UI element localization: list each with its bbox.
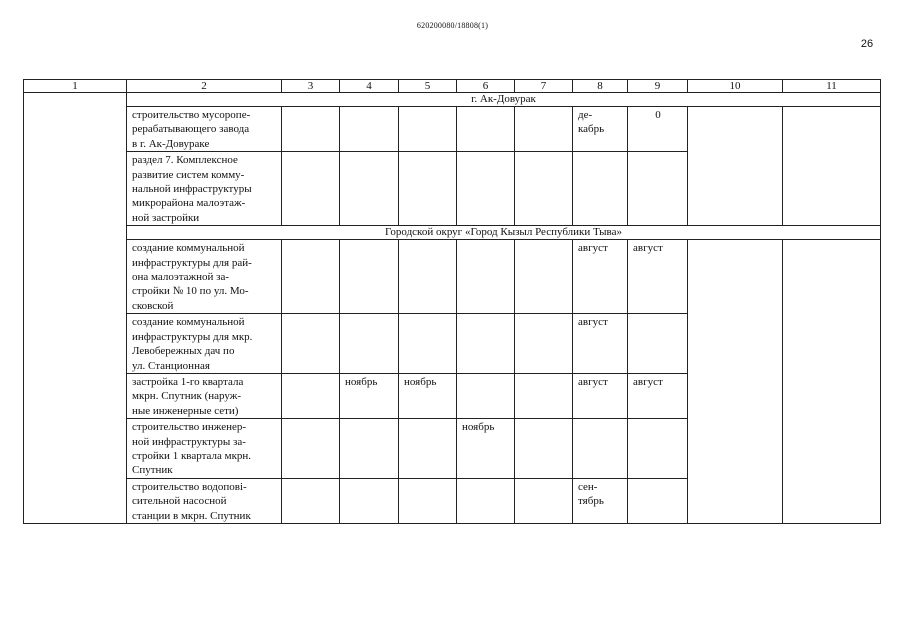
- column-header: 1: [24, 80, 127, 93]
- column-header: 11: [783, 80, 881, 93]
- cell-col9: 0: [628, 107, 688, 152]
- cell-col10: [688, 240, 783, 524]
- section-title: Городской округ «Город Кызыл Республики Тыва»: [127, 226, 881, 240]
- item-name: застройка 1-го квартала мкрн. Спутник (наруж- ные инженерные сети): [127, 373, 282, 418]
- cell-col6: ноябрь: [457, 419, 515, 479]
- cell-col10: [688, 107, 783, 226]
- cell-col11: [783, 240, 881, 524]
- cell-col8: де- кабрь: [573, 107, 628, 152]
- column-header: 8: [573, 80, 628, 93]
- section-row: [24, 226, 881, 240]
- cell-col11: [783, 107, 881, 226]
- section-title: г. Ак-Довурак: [127, 93, 881, 107]
- column-header: 5: [399, 80, 457, 93]
- column-number-row: [24, 80, 881, 93]
- item-name: строительство водопові- сительной насосной станции в мкрн. Спутник: [127, 478, 282, 523]
- section-row: [24, 93, 881, 107]
- item-name: создание коммунальной инфраструктуры для мкр. Левобережных дач по ул. Станционная: [127, 314, 282, 374]
- cell-col5: ноябрь: [399, 373, 457, 418]
- column-header: 10: [688, 80, 783, 93]
- page-number: 26: [860, 38, 874, 50]
- cell-col8: август: [573, 314, 628, 374]
- cell-col4: ноябрь: [340, 373, 399, 418]
- cell-col8: сен- тябрь: [573, 478, 628, 523]
- cell-col8: август: [573, 240, 628, 314]
- document-id: 620200080/18808(1): [416, 21, 489, 30]
- column-header: 6: [457, 80, 515, 93]
- item-name: строительство мусоропе- рерабатывающего завода в г. Ак-Довураке: [127, 107, 282, 152]
- column-header: 2: [127, 80, 282, 93]
- cell-col8: август: [573, 373, 628, 418]
- item-name: создание коммунальной инфраструктуры для рай- она малоэтажной за- стройки № 10 по ул. Мо- сковской: [127, 240, 282, 314]
- data-table: [23, 79, 881, 524]
- item-name: строительство инженер- ной инфраструктуры за- стройки 1 квартала мкрн. Спутник: [127, 419, 282, 479]
- item-name: раздел 7. Комплексное развитие систем комму- нальной инфраструктуры микрорайона малоэтаж- ной застройки: [127, 152, 282, 226]
- cell-col9: август: [628, 240, 688, 314]
- column-header: 7: [515, 80, 573, 93]
- column-header: 9: [628, 80, 688, 93]
- table-row: [24, 107, 881, 152]
- column-header: 3: [282, 80, 340, 93]
- table-row: [24, 240, 881, 314]
- cell-col9: август: [628, 373, 688, 418]
- col1-cell: [24, 93, 127, 524]
- column-header: 4: [340, 80, 399, 93]
